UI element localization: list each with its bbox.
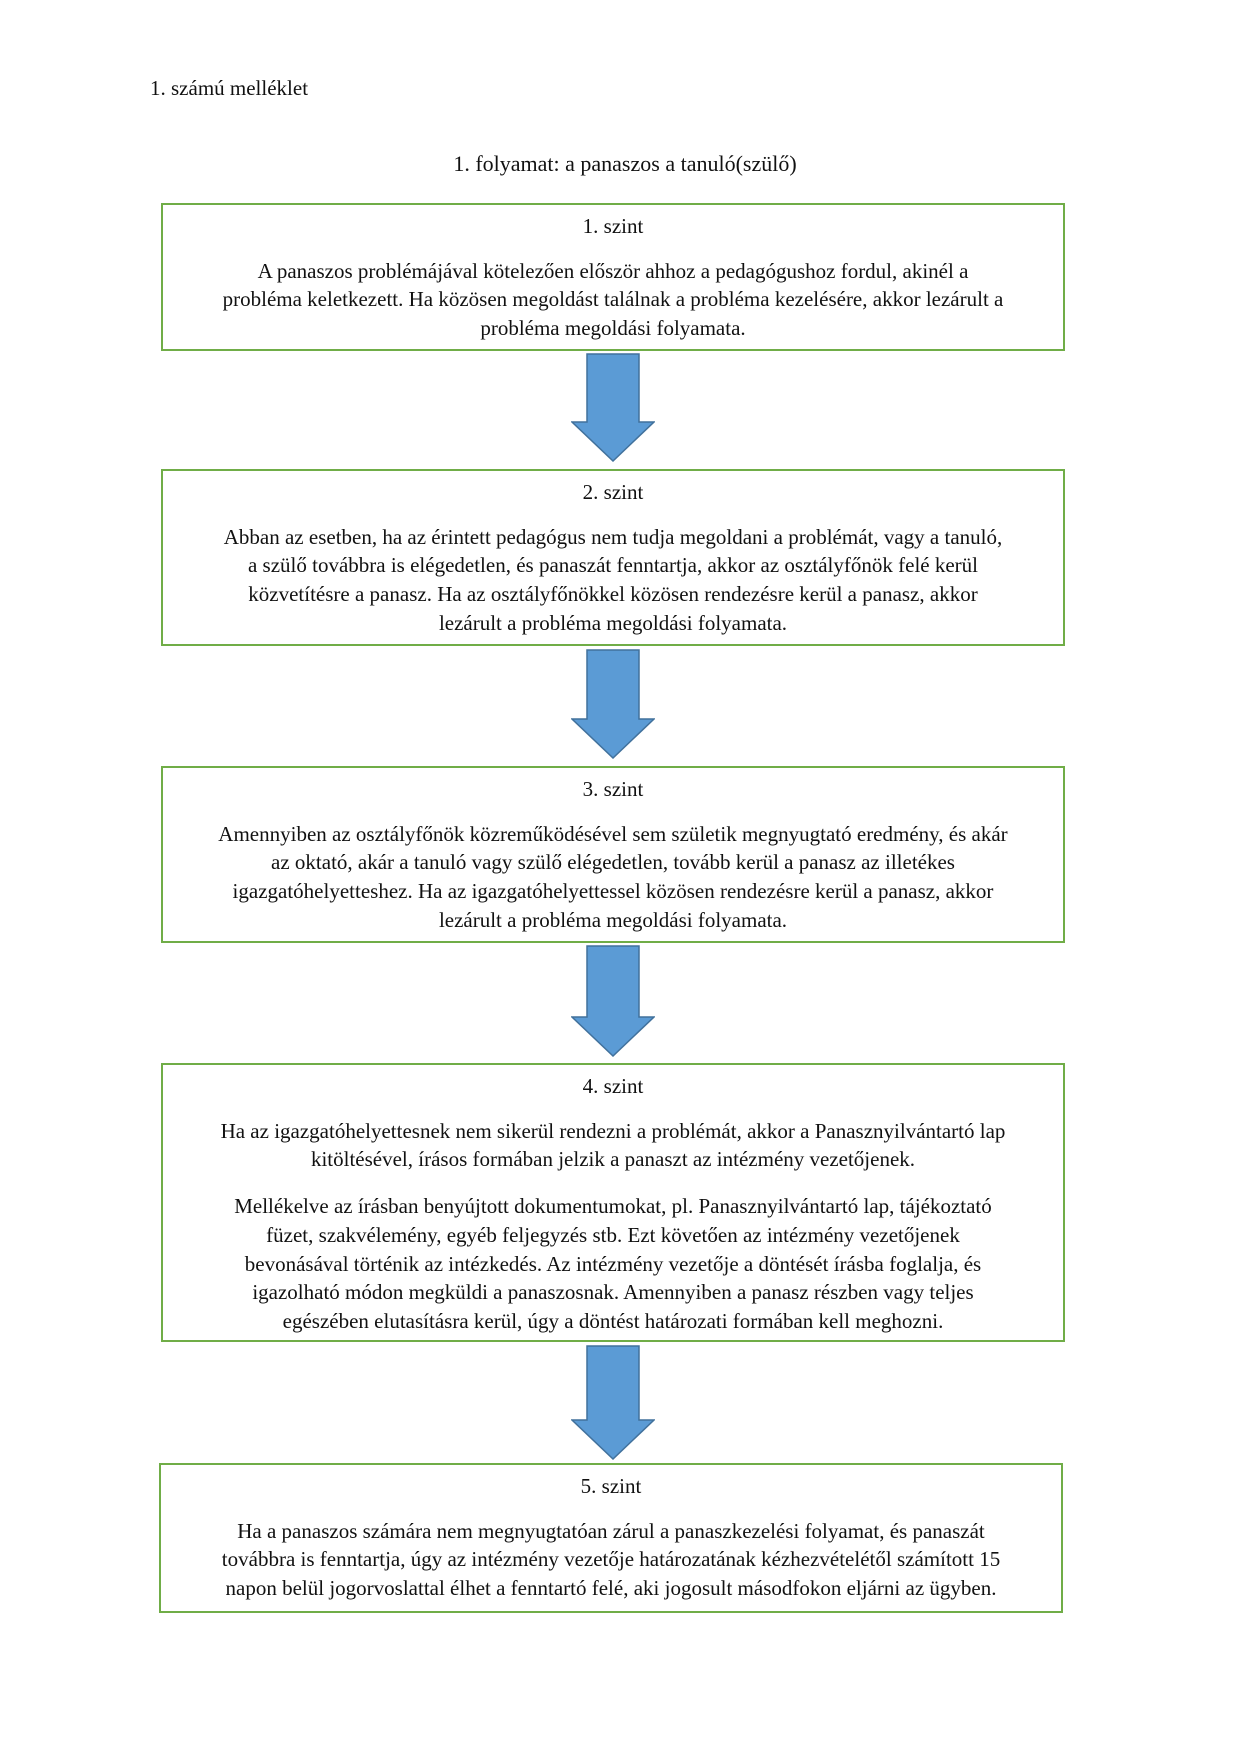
level-2-paragraph (163, 523, 1063, 638)
level-3-heading: 3. szint (582, 777, 644, 801)
level-2-line-3: közvetítésre a panasz. Ha az osztályfőnökkel közösen rendezésre kerül a panasz, akkor (248, 582, 978, 607)
level-5-line-1: Ha a panaszos számára nem megnyugtatóan zárul a panaszkezelési folyamat, és panaszát (237, 1518, 985, 1543)
level-3-paragraph (163, 820, 1063, 935)
level-1-line-3: probléma megoldási folyamata. (480, 316, 746, 341)
level-1-line-2: probléma keletkezett. Ha közösen megoldást találnak a probléma kezelésére, akkor lezárult a (222, 287, 1004, 312)
level-1-paragraph (163, 257, 1063, 343)
level-1-line-1: A panaszos problémájával kötelezően először ahhoz a pedagógushoz fordul, akinél a (257, 258, 969, 283)
level-3-line-4: lezárult a probléma megoldási folyamata. (438, 907, 788, 932)
level-4-heading: 4. szint (582, 1074, 644, 1098)
level-4-p2-line-1: Mellékelve az írásban benyújtott dokumentumokat, pl. Panasznyilvántartó lap, tájékoztató (234, 1194, 992, 1219)
level-4-p1-line-1: Ha az igazgatóhelyettesnek nem sikerül rendezni a problémát, akkor a Panasznyilvántartó lap (220, 1118, 1006, 1143)
level-4-paragraph-1 (163, 1117, 1063, 1174)
level-3-line-3: igazgatóhelyetteshez. Ha az igazgatóhelyettessel közösen rendezésre kerül a panasz, akkor (232, 879, 994, 904)
down-arrow-2 (571, 649, 655, 759)
level-3-line-1: Amennyiben az osztályfőnök közreműködésével sem születik megnyugtató eredmény, és akár (218, 821, 1008, 846)
annex-label: 1. számú melléklet (150, 76, 309, 100)
level-5-box (159, 1463, 1063, 1613)
level-5-heading: 5. szint (580, 1474, 642, 1498)
level-1-heading: 1. szint (582, 214, 644, 238)
level-4-p2-line-3: bevonásával történik az intézkedés. Az intézmény vezetője a döntését írásba foglalja, és (244, 1251, 982, 1276)
level-4-paragraph-2 (163, 1192, 1063, 1336)
level-4-p1-line-2: kitöltésével, írásos formában jelzik a panaszt az intézmény vezetőjenek. (310, 1147, 916, 1172)
level-5-line-2: továbbra is fenntartja, úgy az intézmény vezetője határozatának kézhezvételétől számított 15 (221, 1547, 1001, 1572)
level-4-box (161, 1063, 1065, 1342)
level-4-p2-line-4: igazolható módon megküldi a panaszosnak. Amennyiben a panasz részben vagy teljes (252, 1280, 974, 1305)
level-2-line-2: a szülő továbbra is elégedetlen, és panaszát fenntartja, akkor az osztályfőnök felé kerül (247, 553, 979, 578)
level-2-line-4: lezárult a probléma megoldási folyamata. (438, 610, 788, 635)
down-arrow-3 (571, 945, 655, 1057)
flowchart-title: 1. folyamat: a panaszos a tanuló(szülő) (453, 151, 797, 176)
level-3-line-2: az oktató, akár a tanuló vagy szülő elégedetlen, tovább kerül a panasz az illetékes (271, 850, 955, 875)
level-2-heading: 2. szint (582, 480, 644, 504)
level-5-line-3: napon belül jogorvoslattal élhet a fenntartó felé, aki jogosult másodfokon eljárni az ügyben. (225, 1576, 997, 1601)
level-2-line-1: Abban az esetben, ha az érintett pedagógus nem tudja megoldani a problémát, vagy a tanuló, (223, 524, 1003, 549)
down-arrow-4 (571, 1345, 655, 1460)
level-5-paragraph (161, 1517, 1061, 1603)
level-1-box (161, 203, 1065, 351)
level-2-box (161, 469, 1065, 646)
down-arrow-1 (571, 353, 655, 462)
level-4-p2-line-2: füzet, szakvélemény, egyéb feljegyzés stb. Ezt követően az intézmény vezetőjenek (266, 1222, 960, 1247)
level-4-p2-line-5: egészében elutasításra kerül, úgy a döntést határozati formában kell meghozni. (282, 1308, 944, 1333)
level-3-box (161, 766, 1065, 943)
